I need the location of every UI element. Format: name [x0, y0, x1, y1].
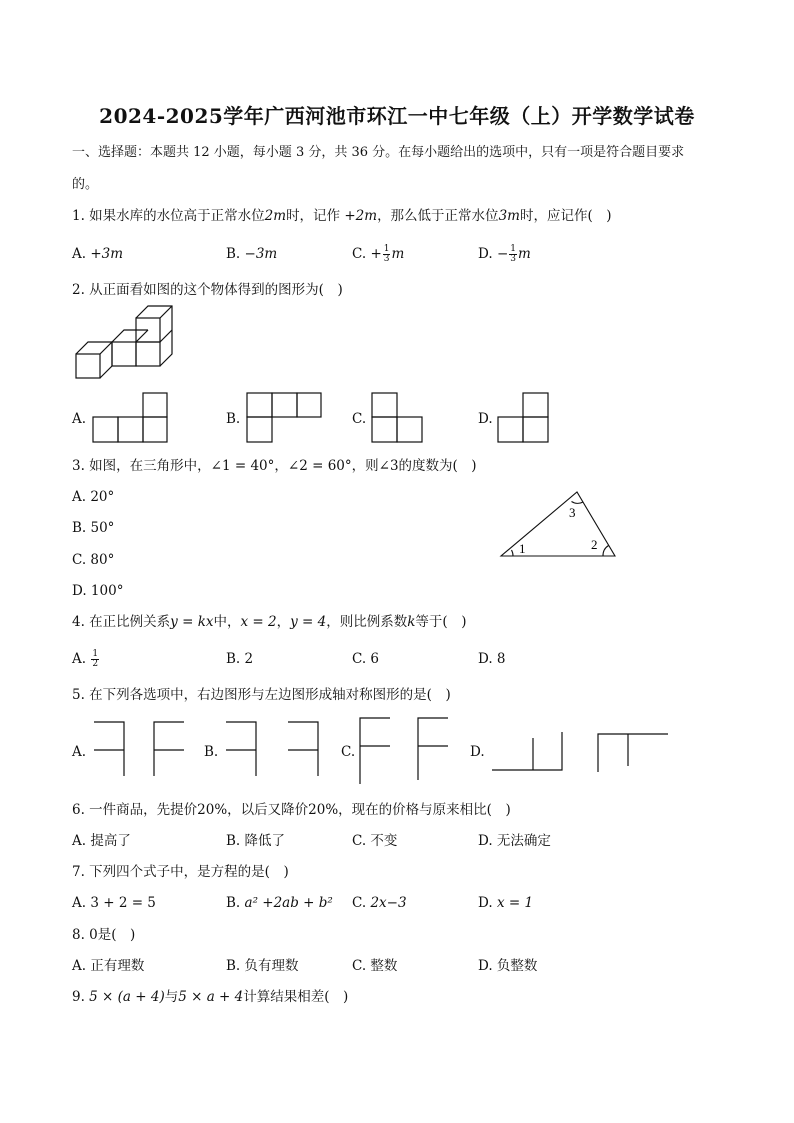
q7-option-b[interactable]	[226, 894, 333, 912]
question-5-stem: 5. 在下列各选项中，右边图形与左边图形成轴对称图形的是( )	[72, 687, 451, 703]
q3-option-c[interactable]: C. 80°	[72, 552, 115, 568]
exam-title: 2024-2025学年广西河池市环江一中七年级（上）开学数学试卷	[99, 104, 695, 128]
q6-option-d[interactable]: D. 无法确定	[478, 833, 551, 849]
q1-stem-mid1: 时，记作	[286, 208, 341, 224]
q1-option-c-numerator: 1	[383, 244, 390, 254]
q4-option-d[interactable]: D. 8	[478, 651, 506, 667]
q8-option-c[interactable]: C. 整数	[352, 958, 398, 974]
q2-option-a-label[interactable]: A.	[72, 411, 87, 427]
q3-option-a[interactable]: A. 20°	[72, 489, 115, 505]
q7-option-c[interactable]	[352, 894, 407, 912]
q3-option-b[interactable]: B. 50°	[72, 520, 115, 536]
question-6-stem: 6. 一件商品，先提价20%，以后又降价20%，现在的价格与原来相比( )	[72, 802, 511, 818]
q1-stem-post: 时，应记作( )	[519, 208, 612, 224]
q7-option-b-value: a² +2ab + b²	[244, 895, 333, 911]
q1-option-d-numerator: 1	[510, 244, 516, 254]
q3-stem-post: ，则∠3的度数为( )	[351, 458, 477, 474]
q8-option-d[interactable]: D. 负整数	[478, 958, 538, 974]
q4-option-a-label: A.	[72, 651, 87, 667]
q5-option-d-label[interactable]: D.	[470, 744, 485, 760]
q2-option-d-label[interactable]: D.	[478, 411, 493, 427]
q7-option-d-value: x = 1	[496, 895, 534, 911]
q1-option-d-denominator: 3	[510, 254, 516, 264]
q9-stem-post: 计算结果相差( )	[243, 989, 349, 1005]
q4-stem-pre: 4. 在正比例关系	[72, 614, 171, 630]
q7-option-c-value: 2x−3	[370, 895, 407, 911]
q6-option-b[interactable]: B. 降低了	[226, 833, 286, 849]
q3-angle-label-1: 1	[519, 541, 526, 556]
q3-angle-label-3: 3	[569, 505, 576, 520]
q3-angle2: ∠2 = 60°	[287, 458, 352, 474]
q5-option-b-label[interactable]: B.	[204, 744, 219, 760]
q3-option-d[interactable]: D. 100°	[72, 583, 124, 599]
q1-option-c-var: m	[391, 246, 405, 262]
q1-option-c-fraction	[383, 245, 391, 264]
section-instructions-line1: 一、选择题：本题共 12 小题，每小题 3 分，共 36 分。在每小题给出的选项中，只有一项是符合题目要求	[72, 145, 685, 160]
question-3-stem: 3. 如图，在三角形中，∠1 = 40°，∠2 = 60°，则∠3的度数为( )	[72, 458, 477, 474]
q2-option-b-label[interactable]: B.	[226, 411, 241, 427]
q7-option-c-label: C.	[352, 895, 367, 911]
q1-option-d-var: m	[517, 246, 531, 262]
question-7-stem: 7. 下列四个式子中，是方程的是( )	[72, 864, 289, 880]
q9-stem-mid: 与	[164, 989, 179, 1005]
q4-option-a-fraction	[91, 650, 99, 669]
q6-option-a[interactable]: A. 提高了	[72, 833, 131, 849]
q2-option-b-figure[interactable]	[246, 392, 322, 443]
q1-option-d-fraction	[509, 245, 517, 264]
q4-stem-post: ，则比例系数	[326, 614, 408, 630]
q1-value-2m: 2m	[264, 208, 287, 224]
q1-option-c-sign: +	[370, 246, 382, 262]
q4-option-a-numerator: 1	[92, 649, 99, 659]
q1-stem-mid2: ，那么低于正常水位	[377, 208, 499, 224]
q1-option-b-label: B.	[226, 246, 241, 262]
q9-expression-2: 5 × a + 4	[178, 989, 244, 1005]
section-instructions-line2: 的。	[72, 177, 99, 192]
q1-option-c-label: C.	[352, 246, 367, 262]
q1-stem-pre: 1. 如果水库的水位高于正常水位	[72, 208, 265, 224]
q2-option-c-figure[interactable]	[371, 392, 423, 443]
q5-figures	[60, 712, 680, 784]
q5-option-c-label[interactable]: C.	[341, 744, 356, 760]
q2-option-d-figure[interactable]	[497, 392, 549, 443]
q4-y-value: y = 4	[290, 614, 327, 630]
question-2-stem: 2. 从正面看如图的这个物体得到的图形为( )	[72, 282, 343, 298]
question-9-stem	[72, 988, 348, 1006]
q4-option-b[interactable]: B. 2	[226, 651, 254, 667]
q1-option-a-value: +3m	[90, 246, 124, 262]
q1-option-c-denominator: 3	[383, 254, 390, 264]
q4-equation: y = kx	[170, 614, 214, 630]
q1-option-b[interactable]	[226, 245, 277, 263]
question-1-stem	[72, 207, 612, 225]
q1-option-d[interactable]	[478, 245, 531, 264]
q7-option-d-label: D.	[478, 895, 493, 911]
q1-value-3m: 3m	[498, 208, 520, 224]
q3-stem-pre: 3. 如图，在三角形中，	[72, 458, 211, 474]
q9-stem-pre: 9.	[72, 989, 90, 1005]
q4-option-a-denominator: 2	[92, 659, 99, 669]
q5-option-a-label[interactable]: A.	[72, 744, 87, 760]
q7-option-b-label: B.	[226, 895, 241, 911]
q4-x-value: x = 2	[240, 614, 277, 630]
q1-option-a-label: A.	[72, 246, 87, 262]
q8-option-a[interactable]: A. 正有理数	[72, 958, 145, 974]
q2-option-c-label[interactable]: C.	[352, 411, 367, 427]
q4-stem-tail: 等于( )	[415, 614, 467, 630]
q7-option-d[interactable]	[478, 894, 533, 912]
q1-option-b-value: −3m	[244, 246, 278, 262]
q4-stem-mid: 中，	[213, 614, 241, 630]
q1-option-a[interactable]	[72, 245, 123, 263]
q1-option-c[interactable]	[352, 245, 404, 264]
q4-k: k	[407, 614, 416, 630]
q2-option-a-figure[interactable]	[92, 392, 168, 443]
q1-value-plus2m: +2m	[344, 208, 378, 224]
q3-angle-label-2: 2	[591, 537, 598, 552]
q6-option-c[interactable]: C. 不变	[352, 833, 398, 849]
q1-option-d-sign: −	[496, 246, 509, 262]
q3-triangle-figure	[498, 488, 618, 560]
q3-angle1: ∠1 = 40°	[210, 458, 275, 474]
q9-expression-1: 5 × (a + 4)	[89, 989, 165, 1005]
q8-option-b[interactable]: B. 负有理数	[226, 958, 299, 974]
question-8-stem: 8. 0是( )	[72, 927, 136, 943]
q4-option-a[interactable]	[72, 650, 100, 669]
q7-option-a[interactable]: A. 3 + 2 = 5	[72, 895, 156, 911]
question-4-stem: 4. 在正比例关系y = kx中，x = 2，y = 4，则比例系数k等于( )	[72, 614, 467, 630]
q4-option-c[interactable]: C. 6	[352, 651, 380, 667]
q1-option-d-label: D.	[478, 246, 493, 262]
q2-cube-figure	[74, 310, 184, 382]
